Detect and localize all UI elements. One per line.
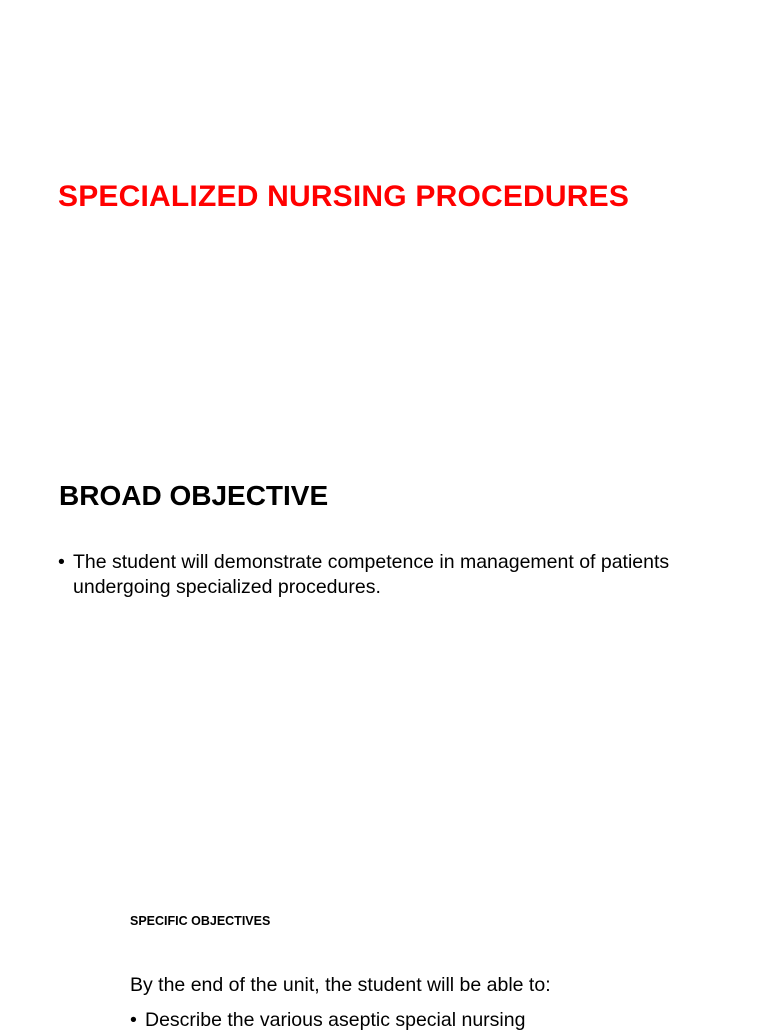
slide-broad-objective xyxy=(0,430,768,860)
list-item-text: The student will demonstrate competence in management of patients undergoing specialized procedures. xyxy=(73,551,670,598)
specific-objectives-heading: SPECIFIC OBJECTIVES xyxy=(130,914,271,928)
specific-objectives-list xyxy=(130,1008,730,1033)
list-item-text: Describe the various aseptic special nursing xyxy=(145,1009,526,1031)
slide-title-text: SPECIALIZED NURSING PROCEDURES xyxy=(58,180,630,213)
slide-title xyxy=(0,0,768,430)
broad-objective-heading: BROAD OBJECTIVE xyxy=(59,480,329,511)
bullet-icon: • xyxy=(130,1009,137,1031)
broad-objective-list xyxy=(58,550,738,600)
slide-specific-objectives xyxy=(0,860,768,1031)
specific-objectives-intro: By the end of the unit, the student will be able to: xyxy=(130,974,551,996)
list-item xyxy=(130,1008,730,1033)
list-item xyxy=(58,550,738,600)
bullet-icon: • xyxy=(58,551,65,573)
